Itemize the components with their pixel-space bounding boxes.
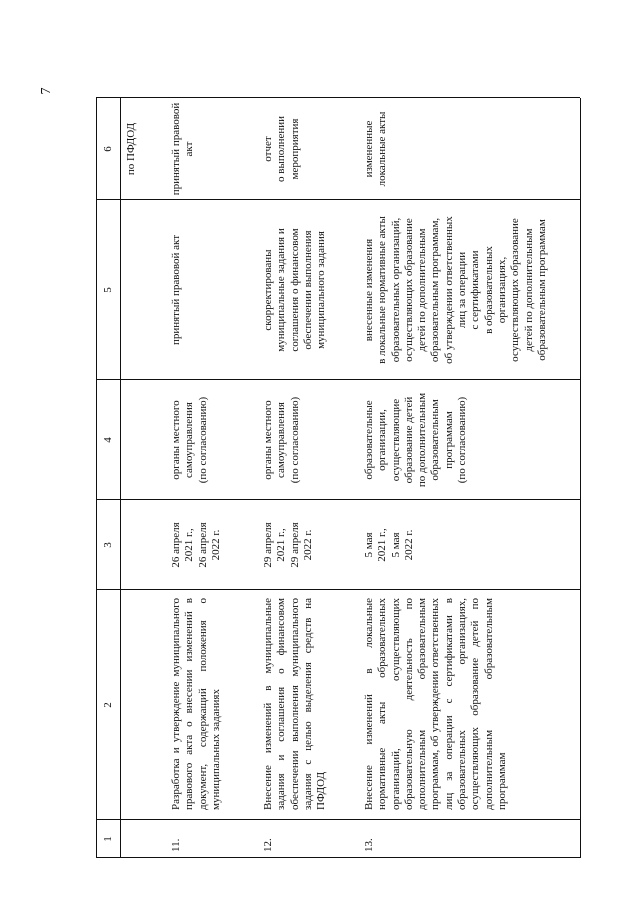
- row-11-responsible: органы местного самоуправления (по согласованию): [170, 396, 209, 484]
- header-col-2: 2: [102, 702, 114, 708]
- header-bottom-border: [120, 98, 121, 858]
- row-11-result: принятый правовой акт: [170, 234, 182, 346]
- row-13-deadline: 5 мая 2021 г., 5 мая 2022 г.: [363, 528, 415, 562]
- row-13-responsible: образовательные организации, осуществляющие образование детей по дополнительным образовательным программам (по согласованию): [363, 392, 469, 488]
- row-12-number: 12.: [262, 838, 274, 852]
- header-col-4: 4: [102, 437, 114, 443]
- row-13-number: 13.: [363, 838, 375, 852]
- header-col-3: 3: [102, 542, 114, 548]
- col-border-1: [96, 819, 580, 820]
- continuation-text: по ПФДОД: [125, 122, 137, 176]
- col-border-6: [96, 97, 580, 98]
- row-11-action: Разработка и утверждение муниципального правового акта о внесении изменений в документ, содержащий положения о муниципальных заданиях: [170, 598, 222, 810]
- row-12-deadline: 29 апреля 2021 г., 29 апреля 2022 г.: [262, 522, 314, 568]
- header-col-5: 5: [102, 287, 114, 293]
- row-12-responsible: органы местного самоуправления (по согласованию): [262, 396, 301, 484]
- col-border-2: [96, 589, 580, 590]
- table-bottom-border: [580, 98, 581, 858]
- row-13-result: внесенные изменения в локальные нормативные акты образовательных организаций, осуществляющих образование детей по дополнительным образовательным программам, об утверждении ответственных лиц за операции с сертификатами в образовательных организациях, осуществляющих образование детей по дополнительным образовательным программам: [363, 216, 548, 364]
- row-11-deadline: 26 апреля 2021 г., 26 апреля 2022 г.: [170, 522, 222, 568]
- page-number: 7: [39, 87, 54, 95]
- row-12-result: скорректированы муниципальные задания и соглашения о финансовом обеспечении выполнения муниципального задания: [262, 228, 328, 352]
- col-border-3: [96, 499, 580, 500]
- rotated-table: [96, 98, 580, 858]
- header-col-6: 6: [102, 146, 114, 152]
- row-11-number: 11.: [170, 838, 182, 852]
- col-border-0: [96, 857, 580, 858]
- row-13-action: Внесение изменений в локальные нормативные акты образовательных организаций, осуществляющих образовательную деятельность по дополнительным образовательным программам, об утверждении ответственных лиц за операции с сертификатами в образовательных организациях, осуществляющих образование детей по дополнительным образовательным программам: [363, 598, 508, 810]
- row-13-control: измененные локальные акты: [363, 111, 389, 187]
- row-12-control: отчет о выполнении мероприятия: [262, 116, 301, 182]
- header-col-1: 1: [102, 836, 114, 842]
- row-12-action: Внесение изменений в муниципальные задания и соглашения о финансовом обеспечении выполнения муниципального задания с целью выделения средств на ПФДОД: [262, 598, 328, 810]
- row-11-control: принятый правовой акт: [170, 102, 196, 196]
